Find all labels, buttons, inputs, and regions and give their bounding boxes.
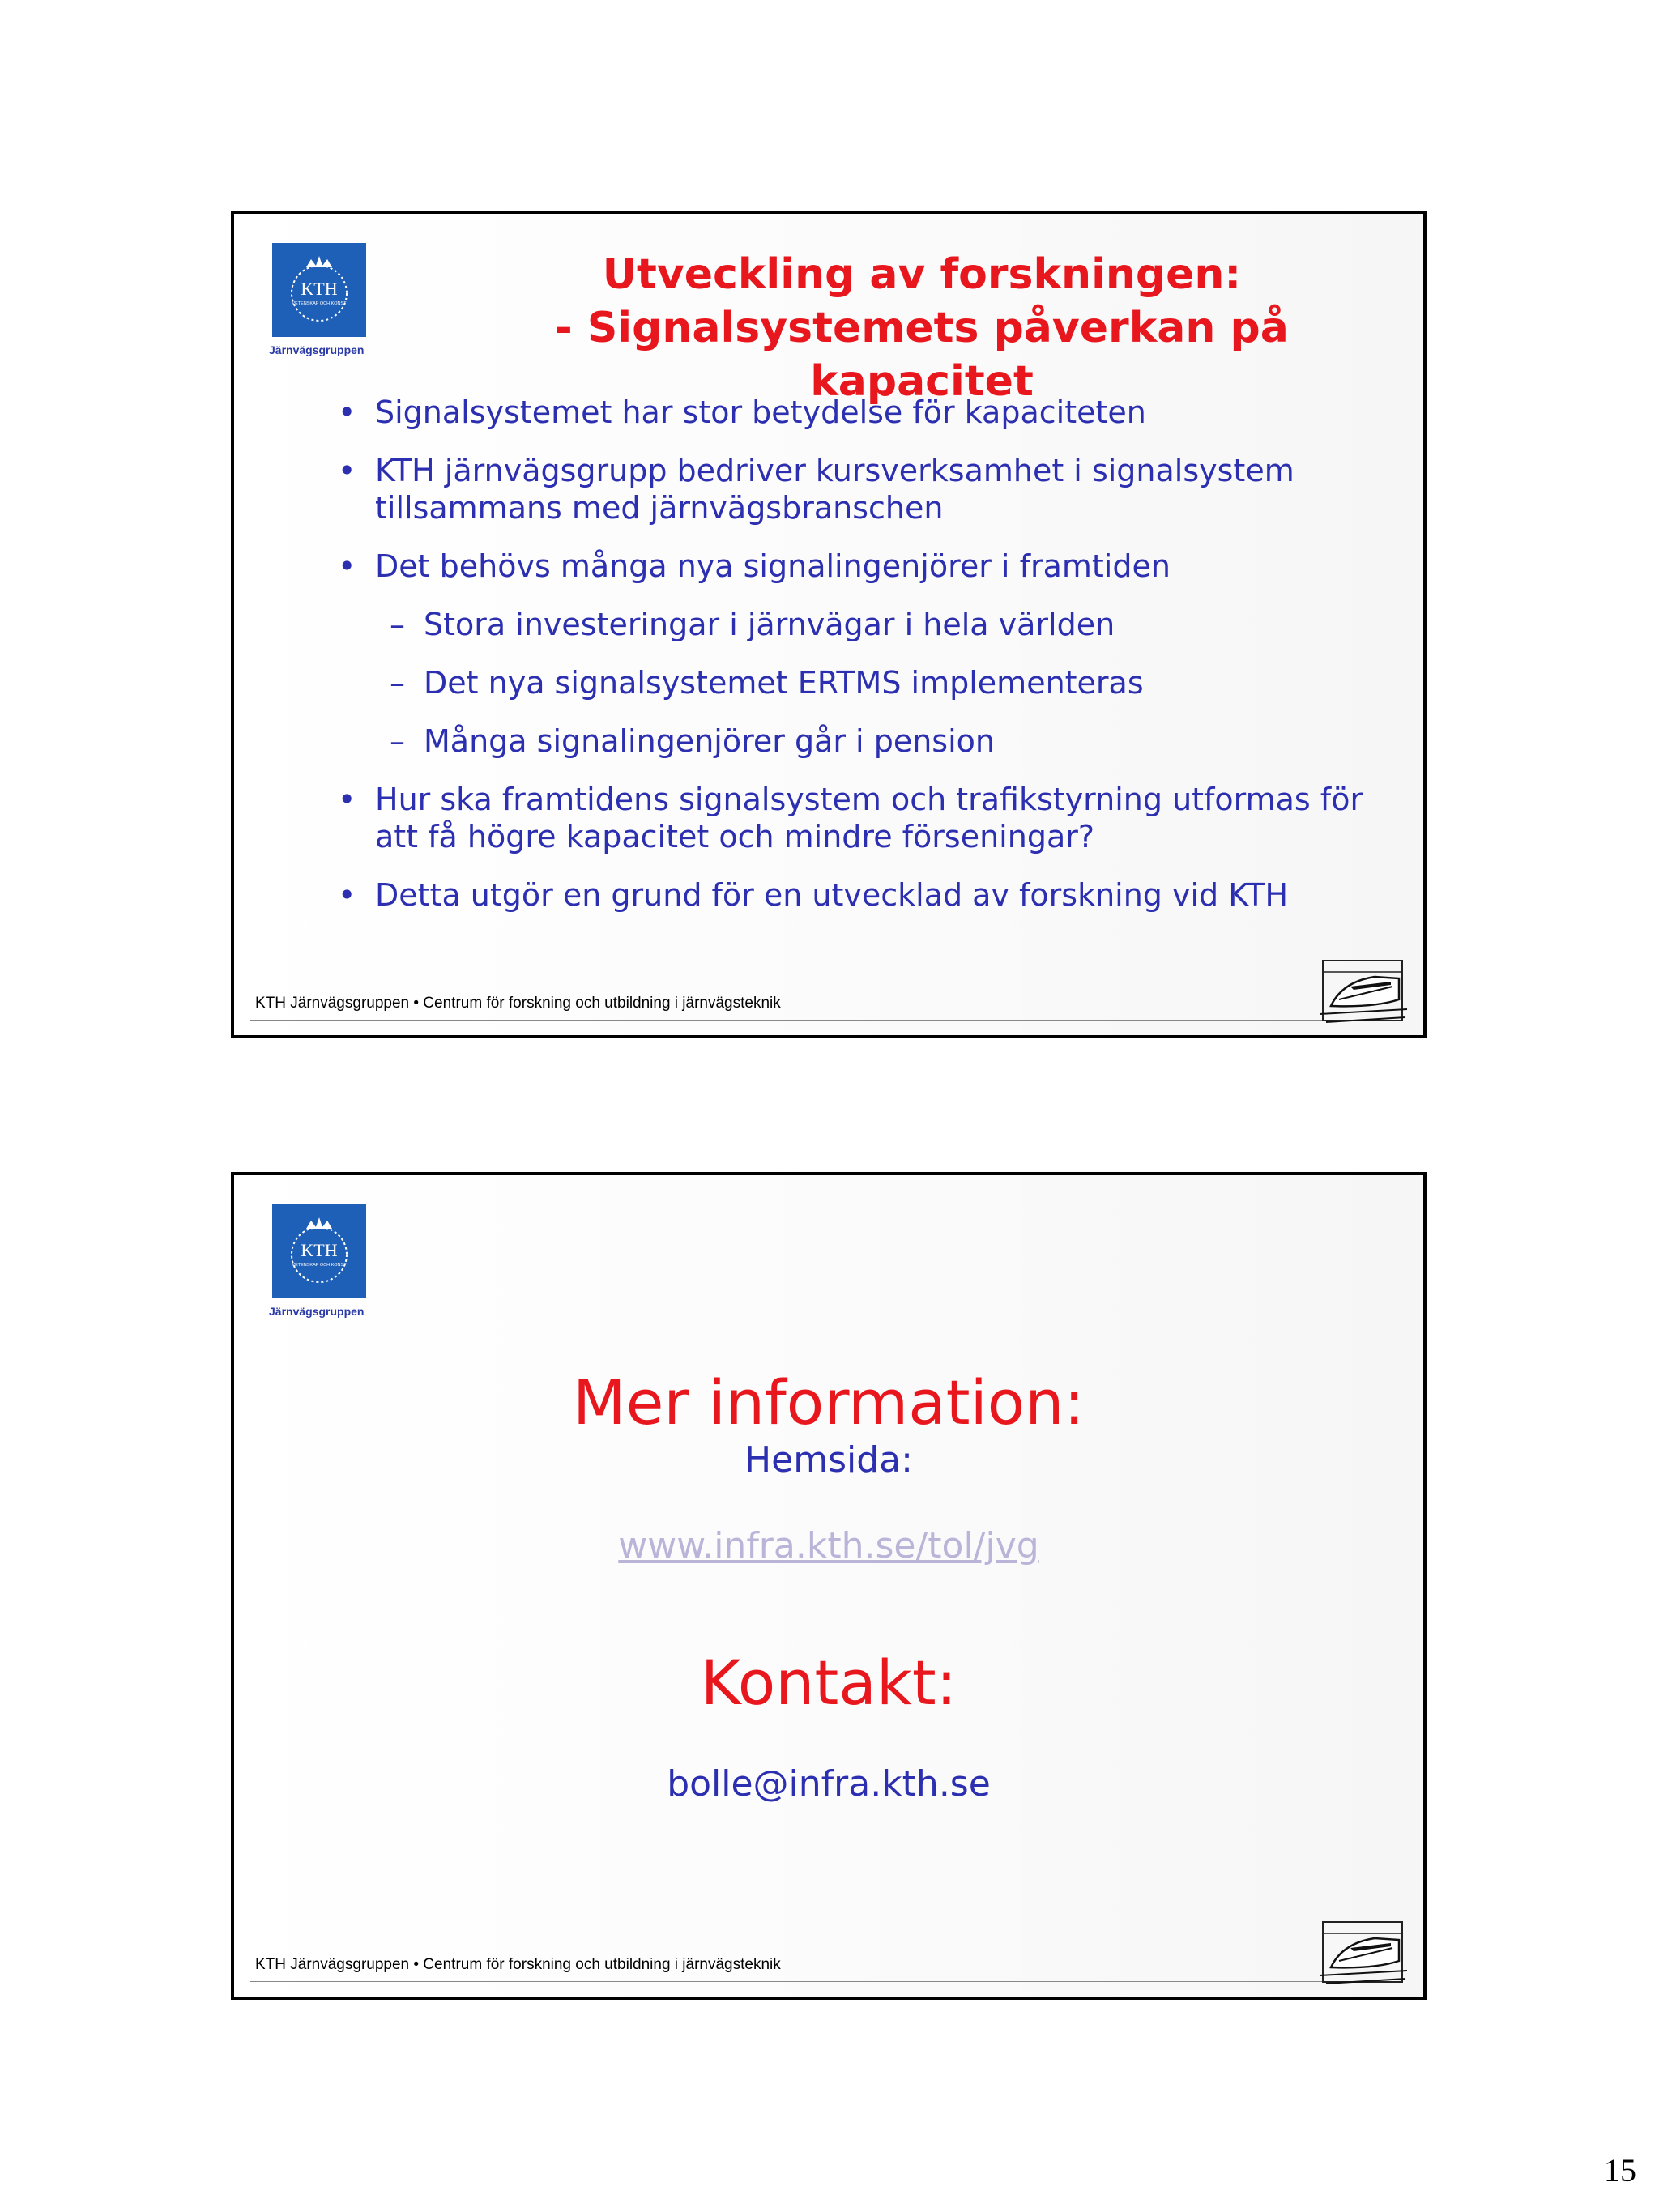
- bullet-item: [283, 781, 1391, 855]
- bullet-mark: –: [390, 665, 405, 701]
- slide-1: [231, 211, 1427, 1038]
- more-info-heading: Mer information:: [573, 1366, 1085, 1438]
- train-icon: [1318, 957, 1409, 1027]
- slide-title-line: - Signalsystemets påverkan på kapacitet: [555, 304, 1289, 406]
- bullet-mark: –: [390, 723, 405, 759]
- contact-heading: Kontakt:: [700, 1647, 957, 1719]
- bullet-text: Många signalingenjörer går i pension: [424, 723, 995, 759]
- kth-logo-subtext: VETENSKAP OCH KONST: [292, 301, 347, 306]
- page-number: 15: [1604, 2152, 1636, 2189]
- slide-title-line: Utveckling av forskningen:: [602, 250, 1242, 299]
- bullet-mark: •: [338, 782, 356, 817]
- bullet-list: [283, 394, 1391, 935]
- bullet-text: KTH järnvägsgrupp bedriver kursverksamhet i signalsystem tillsammans med järnvägsbranschen: [375, 453, 1294, 526]
- bullet-mark: •: [338, 877, 356, 913]
- bullet-text: Stora investeringar i järnvägar i hela världen: [424, 607, 1115, 642]
- bullet-item: [283, 548, 1391, 585]
- bullet-mark: •: [338, 453, 356, 488]
- bullet-text: Det behövs många nya signalingenjörer i framtiden: [375, 548, 1171, 584]
- kth-logo-wordmark: KTH: [301, 279, 338, 299]
- kth-logo: [269, 243, 374, 356]
- bullet-mark: –: [390, 607, 405, 642]
- kth-logo-subtext: VETENSKAP OCH KONST: [292, 1263, 347, 1268]
- kth-logo-emblem: [272, 243, 366, 337]
- footer-divider: [250, 1981, 1323, 1982]
- bullet-text: Hur ska framtidens signalsystem och trafikstyrning utformas för att få högre kapacitet och mindre förseningar?: [375, 782, 1363, 855]
- footer-divider: [250, 1020, 1323, 1021]
- logo-caption: Järnvägsgruppen: [269, 343, 365, 356]
- kth-logo-emblem: [272, 1204, 366, 1298]
- contact-email[interactable]: bolle@infra.kth.se: [667, 1763, 991, 1805]
- kth-logo: [269, 1204, 374, 1318]
- logo-caption: Järnvägsgruppen: [269, 1305, 365, 1318]
- train-icon: [1318, 1919, 1409, 1988]
- slide-2: [231, 1172, 1427, 2000]
- homepage-label: Hemsida:: [744, 1439, 913, 1481]
- bullet-item: [283, 606, 1391, 643]
- bullet-item: [283, 876, 1391, 914]
- bullet-text: Signalsystemet har stor betydelse för kapaciteten: [375, 394, 1146, 430]
- bullet-item: [283, 664, 1391, 701]
- bullet-item: [283, 722, 1391, 760]
- homepage-link[interactable]: www.infra.kth.se/tol/jvg: [618, 1525, 1039, 1566]
- bullet-item: [283, 452, 1391, 526]
- bullet-item: [283, 394, 1391, 431]
- kth-logo-wordmark: KTH: [301, 1240, 338, 1260]
- bullet-text: Det nya signalsystemet ERTMS implementeras: [424, 665, 1144, 701]
- bullet-text: Detta utgör en grund för en utvecklad av forskning vid KTH: [375, 877, 1289, 913]
- bullet-mark: •: [338, 548, 356, 584]
- slide-title: [388, 248, 1391, 408]
- footer-text: KTH Järnvägsgruppen • Centrum för forskning och utbildning i järnvägsteknik: [255, 995, 781, 1012]
- footer-text: KTH Järnvägsgruppen • Centrum för forskning och utbildning i järnvägsteknik: [255, 1956, 781, 1973]
- bullet-mark: •: [338, 394, 356, 430]
